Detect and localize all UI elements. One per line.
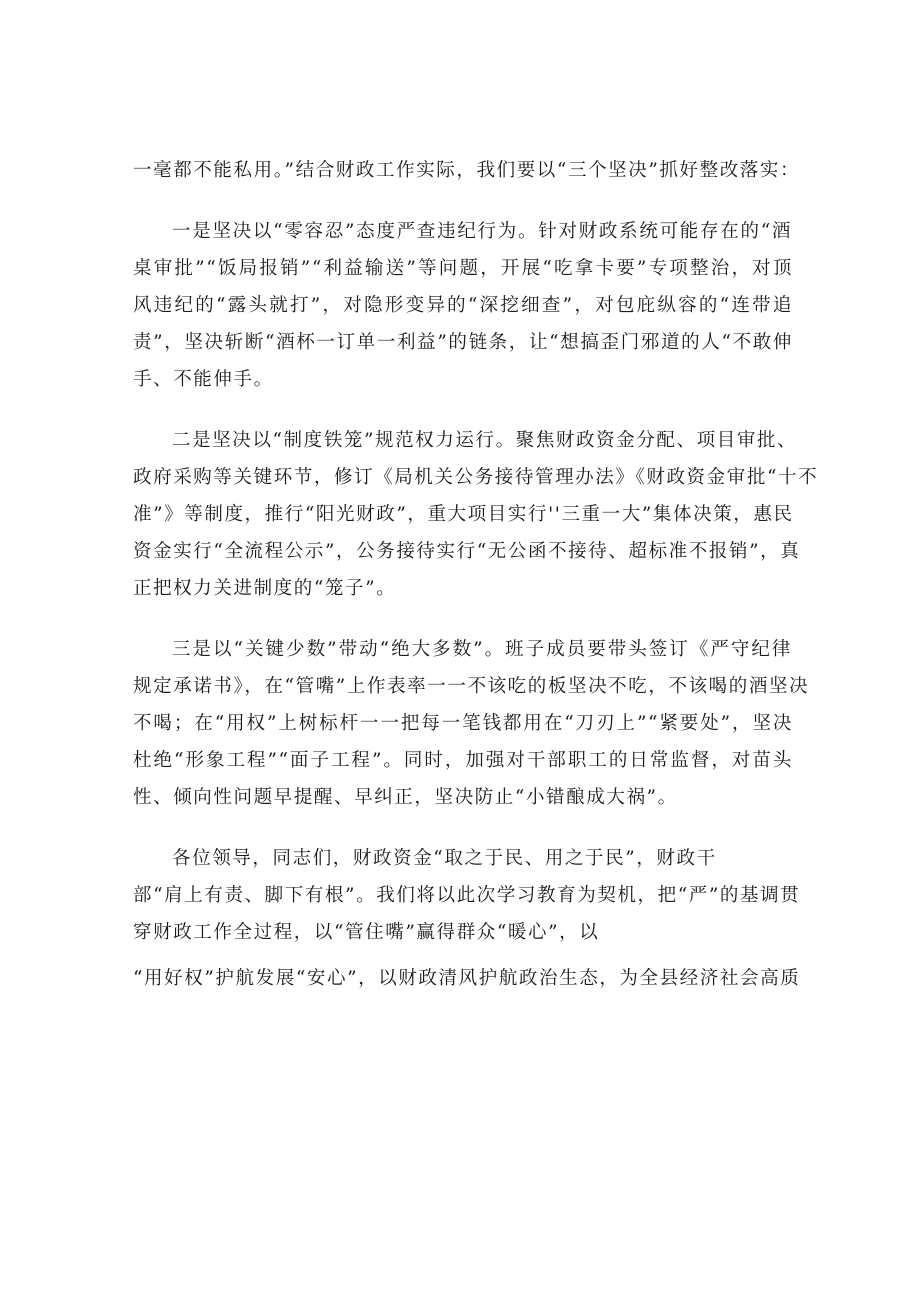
text-line-14: 不喝；在“用权”上树标杆一一把每一笔钱都用在“刀刃上”“紧要处”，坚决 bbox=[133, 713, 793, 734]
text-line-13: 规定承诺书》，在“管嘴”上作表率一一不该吃的板坚决不吃，不该喝的酒坚决 bbox=[133, 676, 810, 697]
text-line-15: 杜绝“形象工程”“面子工程”。同时，加强对干部职工的日常监督，对苗头 bbox=[133, 750, 793, 771]
text-line-8: 政府采购等关键环节，修订《局机关公务接待管理办法》《财政资金审批“十不 bbox=[133, 467, 819, 488]
text-line-20: “用好权”护航发展“安心”，以财政清风护航政治生态，为全县经济社会高质 bbox=[133, 968, 801, 989]
text-line-3: 桌审批”“饭局报销”“利益输送”等问题，开展“吃拿卡要”专项整治，对顶 bbox=[133, 258, 793, 279]
text-line-2: 一是坚决以“零容忍”态度严查违纪行为。针对财政系统可能存在的“酒 bbox=[172, 221, 792, 242]
text-line-12: 三是以“关键少数”带动“绝大多数”。班子成员要带头签订《严守纪律 bbox=[172, 639, 792, 660]
text-line-11: 正把权力关进制度的“笼子”。 bbox=[133, 578, 397, 599]
text-line-19: 穿财政工作全过程，以“管住嘴”赢得群众“暖心”，以 bbox=[133, 922, 600, 943]
text-line-4: 风违纪的“露头就打”，对隐形变异的“深挖细查”，对包庇纵容的“连带追 bbox=[133, 295, 793, 316]
text-line-17: 各位领导，同志们，财政资金“取之于民、用之于民”，财政干 bbox=[172, 848, 717, 869]
text-line-7: 二是坚决以“制度铁笼”规范权力运行。聚焦财政资金分配、项目审批、 bbox=[172, 430, 798, 451]
text-line-9: 准”》等制度，推行“阳光财政”，重大项目实行''三重一大”集体决策，惠民 bbox=[133, 504, 794, 525]
text-line-1: 一毫都不能私用。”结合财政工作实际，我们要以“三个坚决”抓好整改落实： bbox=[133, 160, 801, 181]
text-line-5: 责”，坚决斩断“酒杯一订单一利益”的链条，让“想搞歪门邪道的人“不敢伸 bbox=[133, 332, 793, 353]
text-line-18: 部“肩上有责、脚下有根”。我们将以此次学习教育为契机，把“严”的基调贯 bbox=[133, 885, 801, 906]
text-line-10: 资金实行“全流程公示”，公务接待实行“无公函不接待、超标准不报销”，真 bbox=[133, 541, 801, 562]
text-line-16: 性、倾向性问题早提醒、早纠正，坚决防止“小错酿成大祸”。 bbox=[133, 787, 678, 808]
text-line-6: 手、不能伸手。 bbox=[133, 369, 274, 390]
